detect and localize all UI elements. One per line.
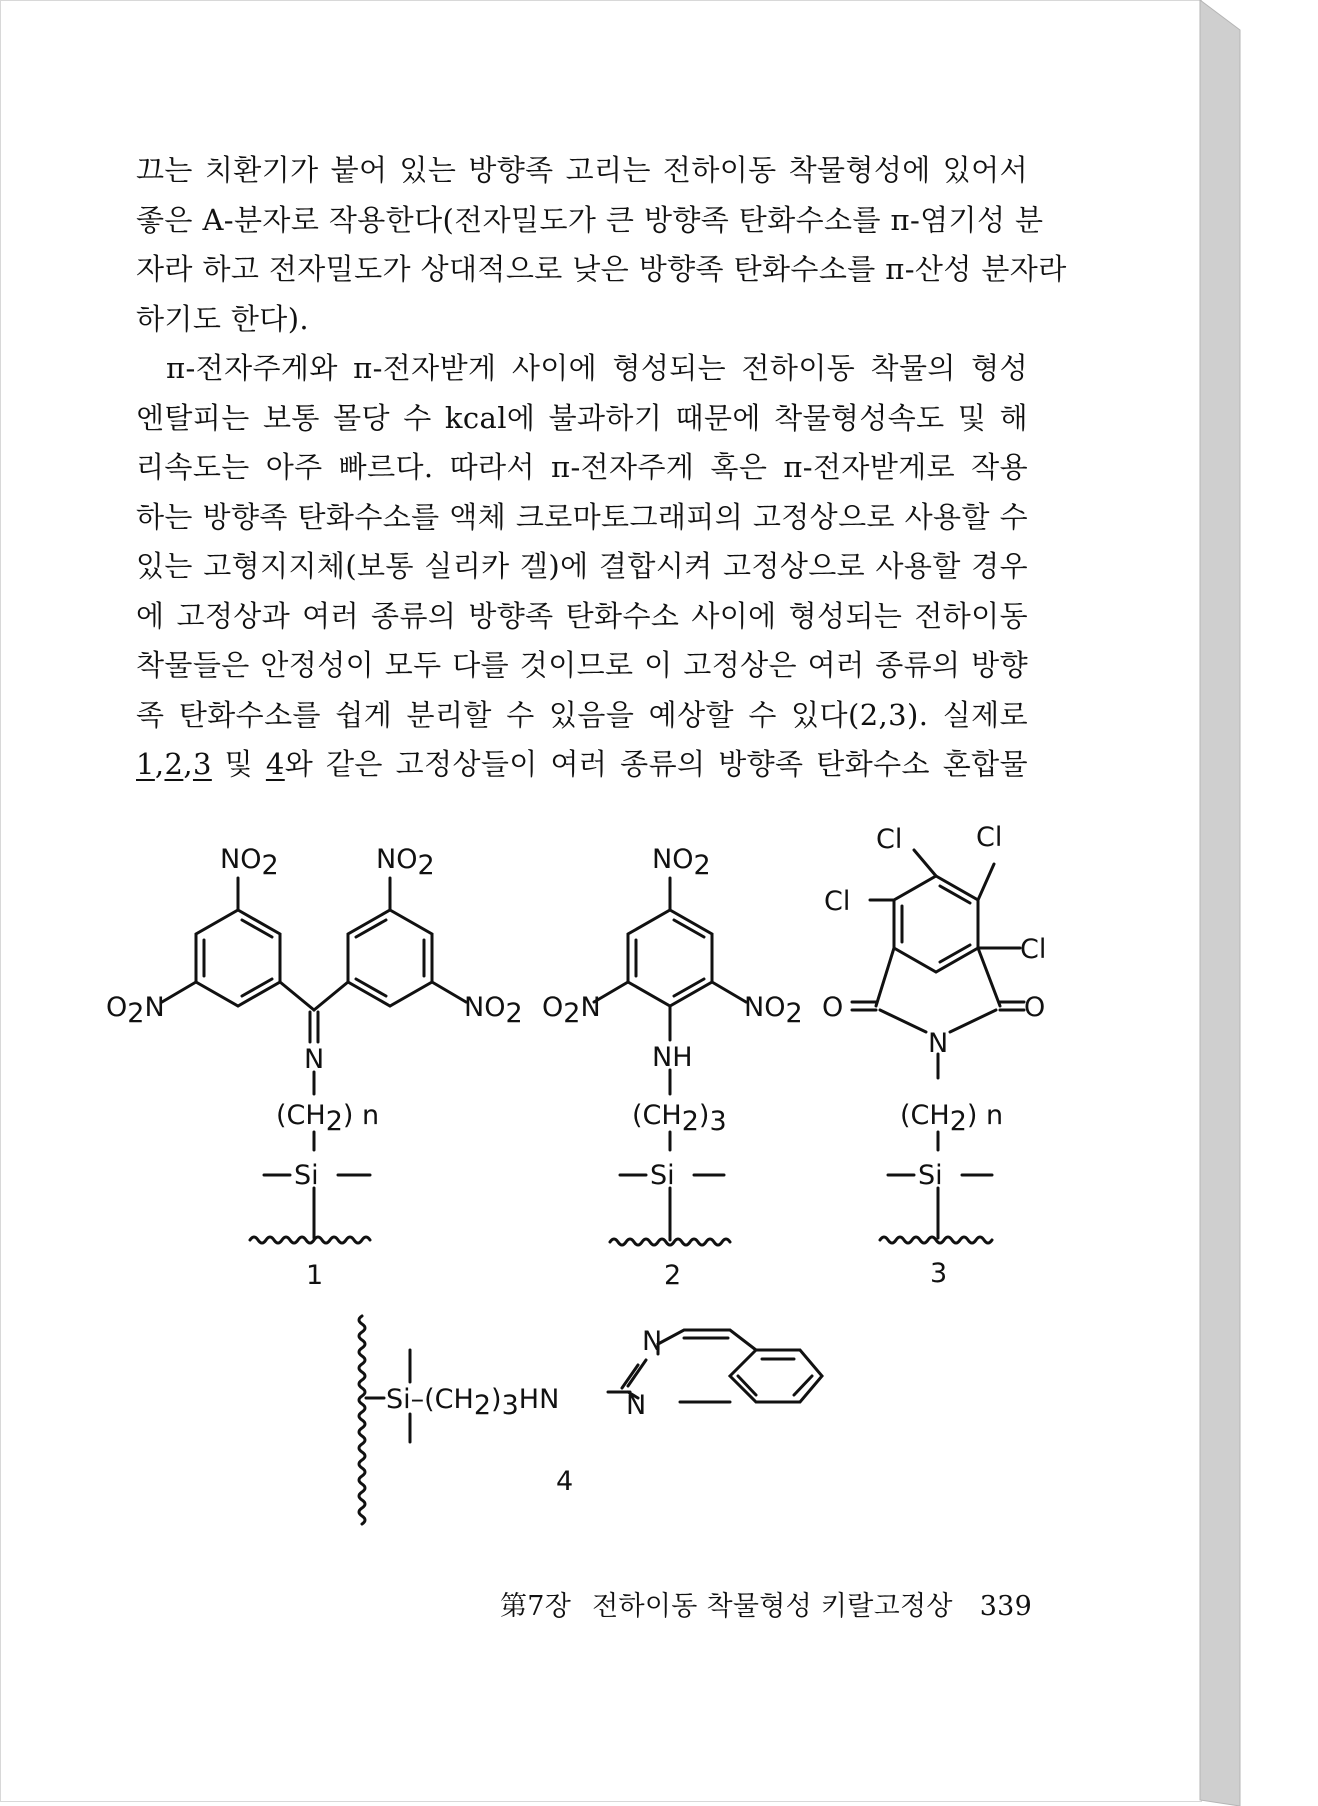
text-line: 하기도 한다). — [136, 301, 310, 336]
chain-label: (CH — [632, 1100, 682, 1131]
text-line: 끄는 치환기가 붙어 있는 방향족 고리는 전하이동 착물형성에 있어서 — [136, 153, 1028, 187]
svg-text:(CH2) n — [900, 1100, 1003, 1137]
subscript: 2 — [505, 998, 523, 1029]
svg-text:(CH2) n — [276, 1100, 379, 1137]
chain-label: (CH — [276, 1100, 326, 1131]
o2n-n: N — [580, 992, 601, 1023]
structure-4-labels — [386, 1326, 662, 1497]
structure-number-4: 4 — [556, 1466, 574, 1497]
hn-label: HN — [518, 1384, 560, 1415]
subscript: 3 — [501, 1390, 519, 1421]
imide-n-label: N — [928, 1028, 949, 1059]
subscript: 2 — [681, 1106, 699, 1137]
subscript: 2 — [417, 850, 435, 881]
ref-structure-2: 2 — [164, 747, 184, 781]
svg-text:O2N — [542, 992, 601, 1029]
no2-label: NO — [744, 992, 786, 1023]
footer-title: 전하이동 착물형성 키랄고정상 — [592, 1591, 953, 1622]
structure-number-2: 2 — [664, 1260, 682, 1291]
o2n-label: O — [542, 992, 564, 1023]
chemical-structures-figure — [80, 820, 1047, 1520]
no2-label: NO — [376, 844, 418, 875]
svg-text:Si–(CH2)3HN — [386, 1384, 559, 1421]
svg-text:NO2 — [376, 844, 435, 881]
cl-label: Cl — [876, 824, 903, 855]
chain-end: ) — [698, 1100, 710, 1131]
text-line: 리속도는 아주 빠르다. 따라서 π-전자주게 혹은 π-전자받게로 작용 — [136, 450, 1028, 484]
footer-chapter: 第7장 — [500, 1591, 572, 1622]
ref-structure-4: 4 — [265, 747, 285, 781]
o2n-n: N — [144, 992, 165, 1023]
chain-end: ) n — [966, 1100, 1004, 1131]
text-line: 하는 방향족 탄화수소를 액체 크로마토그래피의 고정상으로 사용할 수 — [136, 499, 1028, 534]
svg-text:O2N — [106, 992, 165, 1029]
structure-number-1: 1 — [306, 1260, 324, 1291]
svg-text:NO2 — [464, 992, 523, 1029]
subscript: 2 — [693, 850, 711, 881]
ring-n-label: N — [642, 1326, 663, 1357]
si-label: Si — [650, 1160, 675, 1191]
body-text — [136, 146, 1067, 790]
text-line: 있는 고형지지체(보통 실리카 겔)에 결합시켜 고정상으로 사용할 경우 — [136, 549, 1028, 583]
subscript: 2 — [127, 998, 145, 1029]
text-line: 엔탈피는 보통 몰당 수 kcal에 불과하기 때문에 착물형성속도 및 해 — [136, 400, 1028, 435]
ring-n-label: N — [626, 1390, 647, 1421]
text-line: 에 고정상과 여러 종류의 방향족 탄화수소 사이에 형성되는 전하이동 — [136, 598, 1028, 633]
subscript: 2 — [563, 998, 581, 1029]
text-line: 좋은 A-분자로 작용한다(전자밀도가 큰 방향족 탄화수소를 π-염기성 분 — [136, 202, 1044, 237]
page-footer — [500, 1584, 1033, 1623]
structure-4-bonds — [359, 1316, 822, 1524]
subscript: 3 — [709, 1106, 727, 1137]
book-spine — [1200, 0, 1240, 1806]
text-line: 족 탄화수소를 쉽게 분리할 수 있음을 예상할 수 있다(2,3). 실제로 — [136, 697, 1028, 732]
svg-text:NO2 — [220, 844, 279, 881]
ref-separator: , — [183, 747, 193, 781]
no2-label: NO — [220, 844, 262, 875]
o2n-label: O — [106, 992, 128, 1023]
no2-label: NO — [464, 992, 506, 1023]
imine-n-label: N — [304, 1044, 325, 1075]
cl-label: Cl — [824, 886, 851, 917]
svg-text:(CH2)3 — [632, 1100, 727, 1137]
oxygen-label: O — [1024, 992, 1046, 1023]
ref-line-tail: 와 같은 고정상들이 여러 종류의 방향족 탄화수소 혼합물 — [284, 747, 1028, 781]
subscript: 2 — [325, 1106, 343, 1137]
ref-and: 및 — [211, 747, 266, 781]
page-number: 339 — [979, 1591, 1033, 1622]
no2-label: NO — [652, 844, 694, 875]
text-line: 자라 하고 전자밀도가 상대적으로 낮은 방향족 탄화수소를 π-산성 분자라 — [136, 252, 1067, 286]
ref-separator: , — [154, 747, 165, 781]
chain-end: ) n — [342, 1100, 380, 1131]
subscript: 2 — [785, 998, 803, 1029]
svg-text:NO2 — [652, 844, 711, 881]
si-label: Si — [918, 1160, 943, 1191]
ref-structure-3: 3 — [192, 747, 212, 781]
subscript: 2 — [949, 1106, 967, 1137]
svg-text:NO2 — [744, 992, 803, 1029]
si-label: Si — [386, 1384, 411, 1415]
subscript: 2 — [261, 850, 279, 881]
paragraph-2 — [136, 344, 1028, 790]
structure-3-labels — [822, 822, 1046, 1289]
chain-end: ) — [491, 1384, 502, 1415]
cl-label: Cl — [976, 822, 1003, 853]
chain-label: –(CH — [410, 1384, 474, 1415]
cl-label: Cl — [1020, 934, 1047, 965]
subscript: 2 — [473, 1390, 492, 1421]
structure-number-3: 3 — [930, 1258, 948, 1289]
oxygen-label: O — [822, 992, 844, 1023]
text-line: 착물들은 안정성이 모두 다를 것이므로 이 고정상은 여러 종류의 방향 — [136, 648, 1028, 682]
text-line-refs — [136, 740, 1028, 790]
ref-structure-1: 1 — [136, 747, 155, 781]
si-label: Si — [294, 1160, 319, 1191]
nh-label: NH — [652, 1042, 693, 1073]
paragraph-1 — [136, 146, 1067, 344]
text-line: π-전자주게와 π-전자받게 사이에 형성되는 전하이동 착물의 형성 — [166, 351, 1028, 385]
chain-label: (CH — [900, 1100, 950, 1131]
